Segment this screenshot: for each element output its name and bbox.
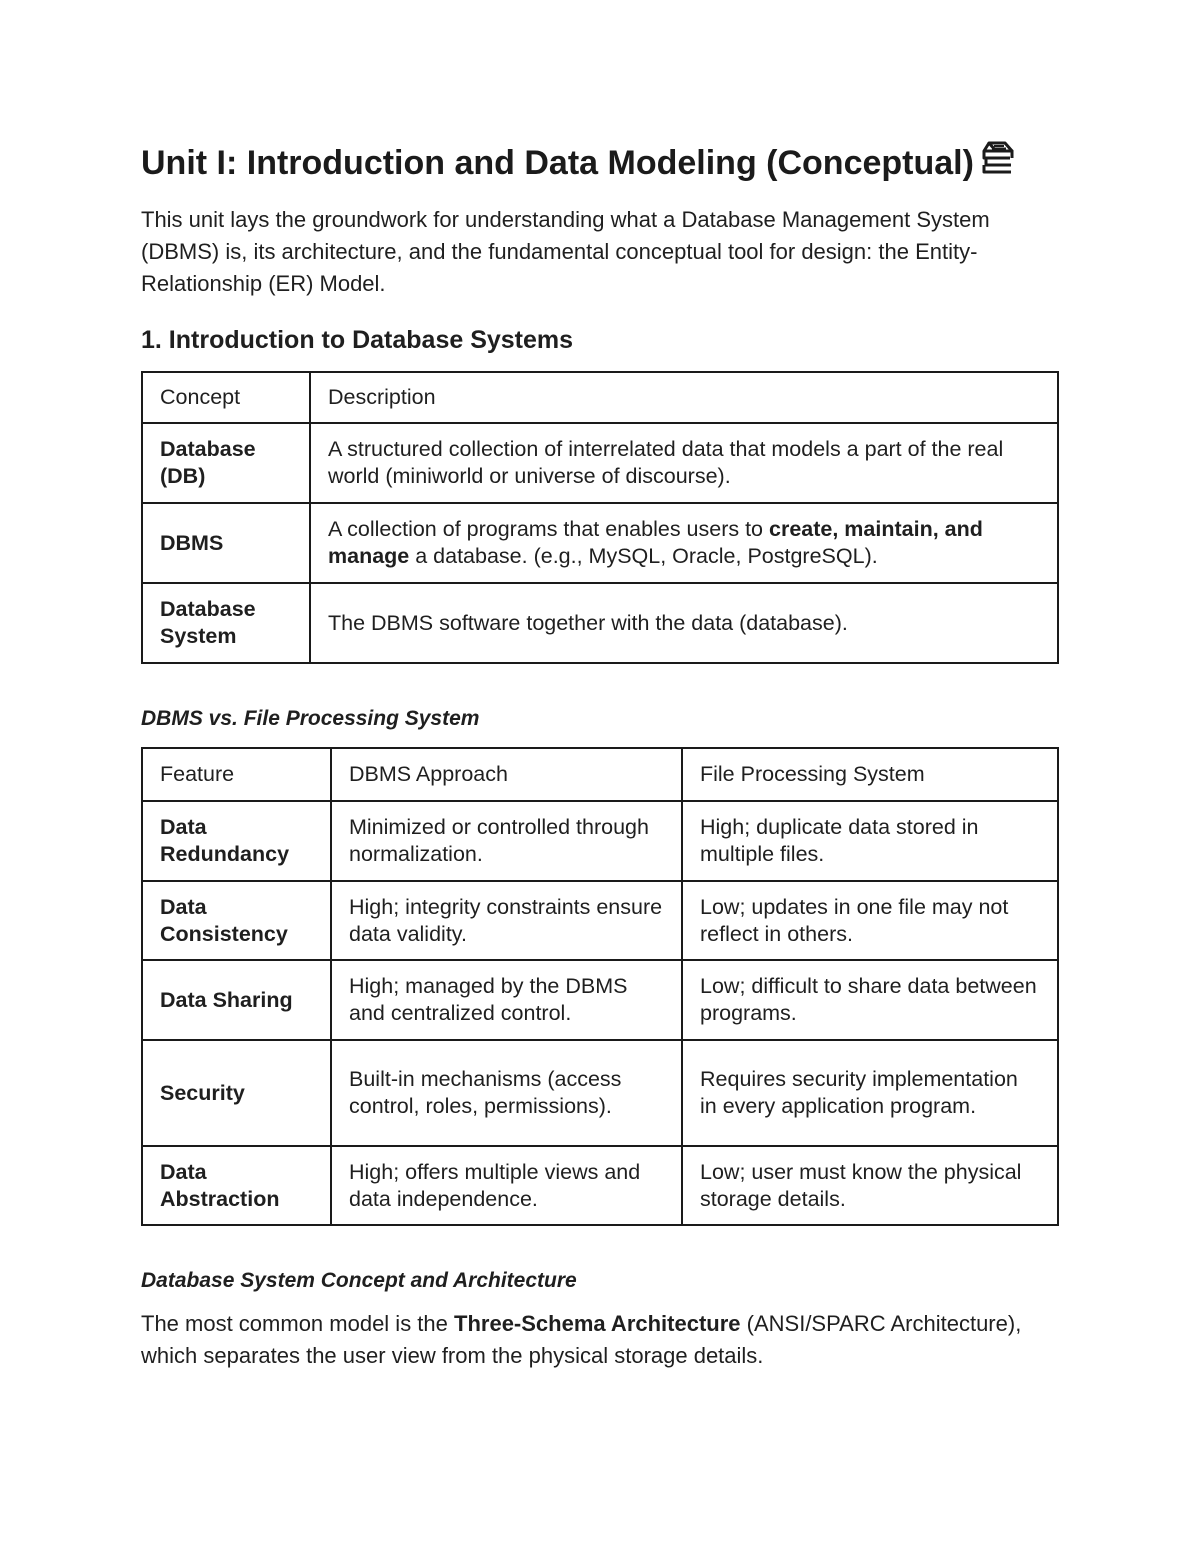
feature-cell: Data Abstraction	[142, 1146, 331, 1225]
description-bold-text: create, maintain, and manage	[328, 517, 983, 568]
intro-paragraph: This unit lays the groundwork for understanding what a Database Management System (DBMS) is, its architecture, and the fundamental conceptual tool for design: the Entity-Relationship (ER) Model.	[141, 207, 990, 296]
column-header: DBMS Approach	[331, 748, 682, 801]
table-row	[142, 881, 1058, 960]
comparison-heading: DBMS vs. File Processing System	[141, 707, 480, 730]
books-icon	[980, 139, 1016, 185]
dbms-cell: Minimized or controlled through normalization.	[331, 801, 682, 881]
table-header-row	[142, 372, 1058, 423]
page-title	[141, 142, 1016, 185]
description-text: a database. (e.g., MySQL, Oracle, PostgreSQL).	[409, 544, 878, 568]
feature-cell: Security	[142, 1040, 331, 1146]
description-cell: A structured collection of interrelated data that models a part of the real world (miniworld or universe of discourse).	[310, 423, 1058, 503]
description-cell: The DBMS software together with the data (database).	[310, 583, 1058, 663]
description-cell	[310, 503, 1058, 583]
table-header-row	[142, 748, 1058, 801]
column-header: Concept	[142, 372, 310, 423]
dbms-cell: High; managed by the DBMS and centralized control.	[331, 960, 682, 1040]
feature-cell: Data Sharing	[142, 960, 331, 1040]
architecture-paragraph	[141, 1308, 1059, 1372]
dbms-cell: Built-in mechanisms (access control, roles, permissions).	[331, 1040, 682, 1146]
file-cell: High; duplicate data stored in multiple files.	[682, 801, 1058, 881]
file-cell: Requires security implementation in every application program.	[682, 1040, 1058, 1146]
file-cell: Low; difficult to share data between programs.	[682, 960, 1058, 1040]
section-heading-intro: 1. Introduction to Database Systems	[141, 326, 574, 354]
table-row	[142, 801, 1058, 881]
file-cell: Low; user must know the physical storage details.	[682, 1146, 1058, 1225]
concept-cell: DBMS	[142, 503, 310, 583]
architecture-heading: Database System Concept and Architecture	[141, 1269, 577, 1292]
table-row	[142, 960, 1058, 1040]
column-header: Feature	[142, 748, 331, 801]
feature-cell: Data Consistency	[142, 881, 331, 960]
dbms-cell: High; integrity constraints ensure data validity.	[331, 881, 682, 960]
page-title-text: Unit I: Introduction and Data Modeling (Conceptual)	[141, 144, 974, 182]
dbms-cell: High; offers multiple views and data independence.	[331, 1146, 682, 1225]
concept-cell: Database System	[142, 583, 310, 663]
concept-cell: Database (DB)	[142, 423, 310, 503]
column-header: Description	[310, 372, 1058, 423]
table-row	[142, 503, 1058, 583]
feature-cell: Data Redundancy	[142, 801, 331, 881]
comparison-table	[141, 747, 1059, 1226]
table-row	[142, 1040, 1058, 1146]
table-row	[142, 583, 1058, 663]
description-text: A collection of programs that enables users to	[328, 517, 769, 541]
architecture-text: (ANSI/SPARC Architecture), which separates the user view from the physical storage details.	[141, 1311, 1022, 1368]
table-row	[142, 1146, 1058, 1225]
architecture-text: The most common model is the	[141, 1311, 455, 1336]
column-header: File Processing System	[682, 748, 1058, 801]
architecture-bold-text: Three-Schema Architecture	[454, 1311, 741, 1336]
file-cell: Low; updates in one file may not reflect in others.	[682, 881, 1058, 960]
table-row	[142, 423, 1058, 503]
concepts-table	[141, 371, 1059, 664]
